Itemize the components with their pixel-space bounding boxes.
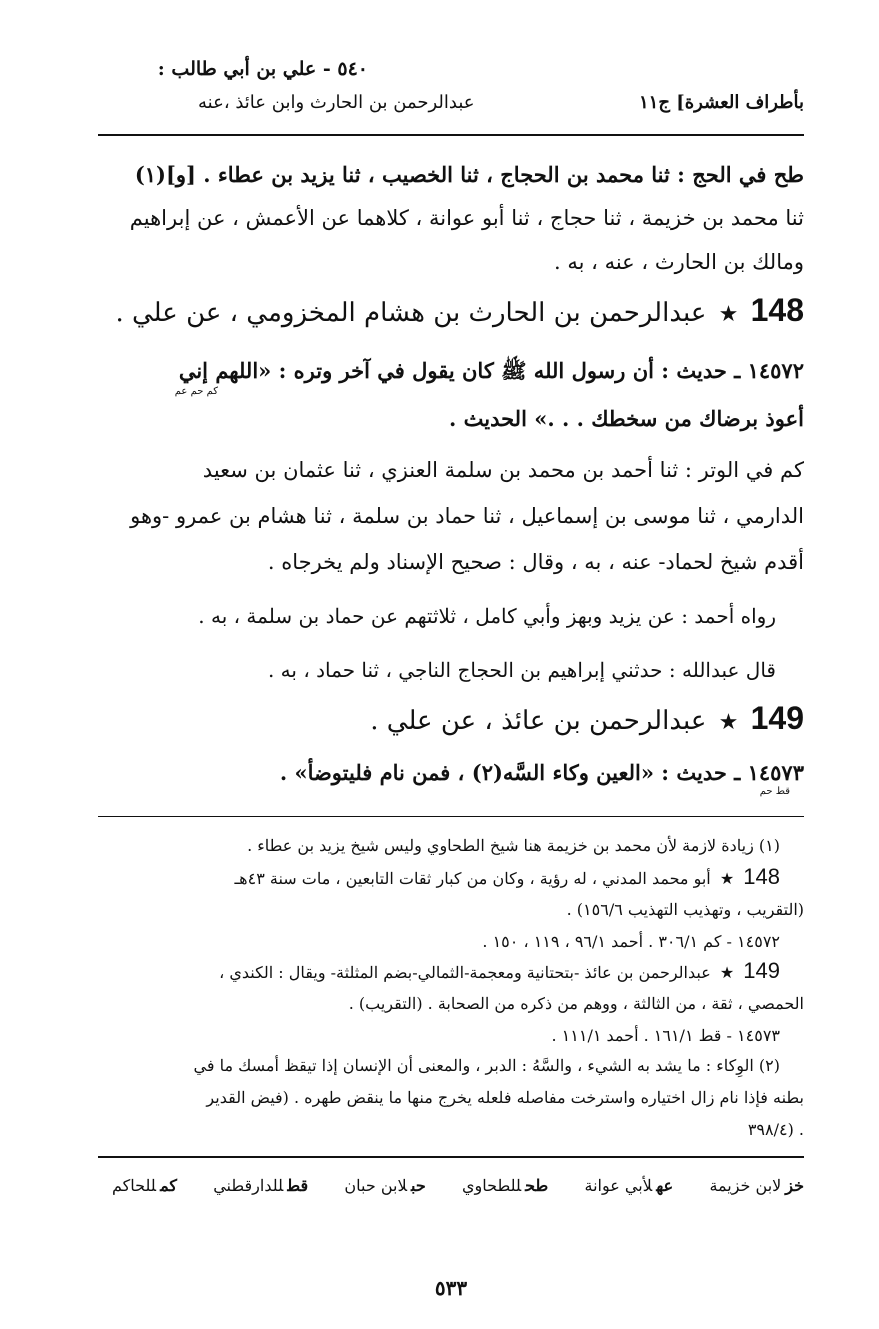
abbreviations-key: [98, 1178, 804, 1194]
abbreviation-name: لأبي عوانة: [584, 1176, 653, 1195]
abbreviation-item: [344, 1178, 425, 1194]
abbreviation-code: خز: [785, 1176, 804, 1195]
section-149-title: عبدالرحمن بن عائذ ، عن علي .: [370, 706, 707, 736]
abbreviation-item: [462, 1178, 548, 1194]
footnote-1: (١) زيادة لازمة لأن محمد بن خزيمة هنا شيخ الطحاوي وليس شيخ يزيد بن عطاء .: [247, 836, 780, 855]
abbreviation-item: [213, 1178, 308, 1194]
para1-line3: ومالك بن الحارث ، عنه ، به .: [553, 250, 804, 274]
para2-line2: الدارمي ، ثنا موسى بن إسماعيل ، ثنا حماد بن سلمة ، ثنا هشام بن عمرو -وهو: [130, 504, 804, 528]
abbreviation-item: [112, 1178, 177, 1194]
star-icon: ★: [718, 302, 739, 327]
footnote-rule: [98, 816, 804, 817]
abbreviation-code: كم: [160, 1176, 177, 1195]
section-148-heading: [98, 294, 804, 326]
abbreviation-name: لابن حبان: [344, 1176, 407, 1195]
header-rule: [98, 134, 804, 136]
footnote-148-line1: [98, 866, 780, 888]
para4: قال عبدالله : حدثني إبراهيم بن الحجاج الناجي ، ثنا حماد ، به .: [267, 658, 776, 682]
hadith-14573: ١٤٥٧٣ ـ حديث : «العين وكاء السَّه(٢) ، فمن نام فليتوضأ» .: [279, 760, 804, 785]
hadith-14572-sources: كم حم عم: [174, 386, 218, 397]
hadith-14573-sources: قط حم: [759, 786, 790, 797]
star-icon: ★: [718, 710, 739, 735]
footnote-14573: ١٤٥٧٣ - قط ١٦١/١ . أحمد ١١١/١ .: [551, 1026, 780, 1045]
para1-line2: ثنا محمد بن خزيمة ، ثنا حجاج ، ثنا أبو عوانة ، كلاهما عن الأعمش ، عن إبراهيم: [129, 206, 804, 230]
abbreviation-item: [585, 1178, 674, 1194]
abbreviation-name: للدارقطني: [213, 1176, 284, 1195]
footnote-148-line2: (التقريب ، وتهذيب التهذيب ١٥٦/٦) .: [566, 900, 804, 919]
para3: رواه أحمد : عن يزيد وبهز وأبي كامل ، ثلاثتهم عن حماد بن سلمة ، به .: [198, 604, 776, 628]
footnote-2-line1: (٢) الوِكاء : ما يشد به الشيء ، والسَّهُ : الدبر ، والمعنى أن الإنسان إذا تيقظ أمسك ما في: [193, 1056, 780, 1075]
abbreviation-name: للحاكم: [112, 1176, 157, 1195]
footnote-149-line1: [98, 960, 780, 982]
footnote-148-number: 148: [743, 864, 780, 889]
abbreviation-code: قط: [287, 1176, 309, 1195]
footnote-149-line2: الحمصي ، ثقة ، من الثالثة ، ووهم من ذكره من الصحابة . (التقريب) .: [348, 994, 804, 1013]
para1-line1: طح في الحج : ثنا محمد بن الحجاج ، ثنا الخصيب ، ثنا يزيد بن عطاء . [و](١): [134, 162, 804, 187]
hadith-14572-line1: ١٤٥٧٢ ـ حديث : أن رسول الله ﷺ كان يقول في آخر وتره : «اللهم إني: [178, 358, 804, 383]
abbreviation-code: حب: [411, 1176, 426, 1195]
footnote-148-text: أبو محمد المدني ، له رؤية ، وكان من كبار ثقات التابعين ، مات سنة ٤٣هـ: [234, 869, 711, 888]
book-page: [98, 46, 804, 1316]
section-148-title: عبدالرحمن بن الحارث بن هشام المخزومي ، عن علي .: [115, 298, 707, 328]
hadith-14572-line2: أعوذ برضاك من سخطك . . .» الحديث .: [449, 406, 804, 431]
footnote-14572: ١٤٥٧٢ - كم ٣٠٦/١ . أحمد ٩٦/١ ، ١١٩ ، ١٥٠ .: [482, 932, 780, 951]
footnote-2-line2: بطنه فإذا نام زال اختياره واسترخت مفاصله فلعله يخرج منها ما ينقض طهره . (فيض القدير: [206, 1088, 804, 1107]
footnote-149-text: عبدالرحمن بن عائذ -بتحتانية ومعجمة-الثمالي-بضم المثلثة- ويقال : الكندي ،: [219, 963, 711, 982]
star-icon: ★: [719, 963, 735, 982]
section-148-number: 148: [750, 292, 804, 328]
para2-line3: أقدم شيخ لحماد- عنه ، به ، وقال : صحيح الإسناد ولم يخرجاه .: [267, 550, 804, 574]
abbreviation-name: للطحاوي: [462, 1176, 522, 1195]
running-header-right: بأطراف العشرة] ج١١: [638, 92, 804, 113]
abbreviation-name: لابن خزيمة: [709, 1176, 782, 1195]
chapter-title: ٥٤٠ - علي بن أبي طالب :: [157, 58, 368, 80]
running-header: [98, 94, 804, 112]
abbreviations-rule: [98, 1156, 804, 1158]
section-149-number: 149: [750, 700, 804, 736]
section-149-heading: [98, 702, 804, 734]
abbreviation-code: عه: [656, 1176, 674, 1195]
star-icon: ★: [719, 869, 735, 888]
abbreviation-item: [709, 1178, 804, 1194]
footnote-149-number: 149: [743, 958, 780, 983]
running-header-left: عبدالرحمن بن الحارث وابن عائذ ،عنه: [198, 92, 475, 113]
para2-line1: كم في الوتر : ثنا أحمد بن محمد بن سلمة العنزي ، ثنا عثمان بن سعيد: [202, 458, 804, 482]
footnote-2-line3: . (٣٩٨/٤: [747, 1120, 804, 1139]
abbreviation-code: طح: [525, 1176, 549, 1195]
page-number: ٥٣٣: [434, 1276, 468, 1300]
